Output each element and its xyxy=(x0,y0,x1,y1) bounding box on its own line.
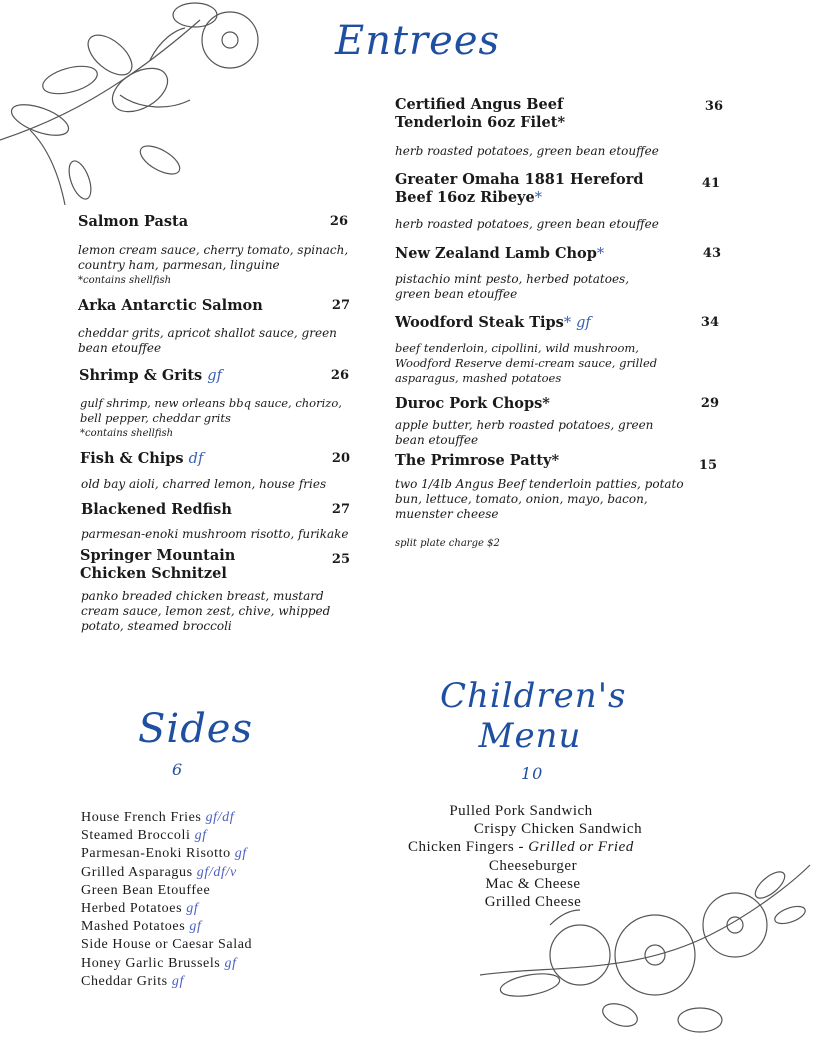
entree-description: herb roasted potatoes, green bean etouffee xyxy=(395,217,659,231)
entree-name: Arka Antarctic Salmon xyxy=(78,297,263,314)
list-item: Cheddar Grits gf xyxy=(81,973,184,989)
entree-name: Woodford Steak Tips xyxy=(395,314,564,331)
sides-title: Sides xyxy=(138,706,253,752)
list-item: Mac & Cheese xyxy=(485,875,581,892)
entree-item xyxy=(395,452,717,475)
entree-name: Salmon Pasta xyxy=(78,213,189,230)
entree-price: 15 xyxy=(698,458,717,473)
entree-description: gulf shrimp, new orleans bbq sauce, chorizo, bell pepper, cheddar grits xyxy=(80,396,342,425)
entree-name: Fish & Chips xyxy=(80,450,184,467)
entree-description: parmesan-enoki mushroom risotto, furikake xyxy=(81,527,349,541)
entree-item xyxy=(395,314,719,332)
entree-price: 27 xyxy=(331,502,350,517)
list-item: Parmesan-Enoki Risotto gf xyxy=(81,846,247,862)
entree-description: old bay aioli, charred lemon, house fries xyxy=(81,477,327,491)
dietary-tag: gf xyxy=(207,368,222,384)
list-item: House French Fries gf/df xyxy=(81,810,235,825)
childrens-menu-list xyxy=(408,802,658,911)
list-item: Steamed Broccoli gf xyxy=(81,828,207,844)
list-item: Mashed Potatoes gf xyxy=(81,919,202,935)
childrens-menu-price: 10 xyxy=(521,764,544,783)
sides-price: 6 xyxy=(172,760,184,779)
entree-price: 29 xyxy=(700,396,719,411)
entree-item xyxy=(81,501,350,519)
sides-list xyxy=(81,809,252,991)
entree-name: The Primrose Patty* xyxy=(395,452,560,469)
entree-item xyxy=(395,171,720,207)
entree-item xyxy=(395,395,719,413)
entree-item xyxy=(395,96,723,132)
entree-name: Greater Omaha 1881 Hereford Beef 16oz Ribeye xyxy=(395,171,644,206)
list-item: Herbed Potatoes gf xyxy=(81,901,199,917)
list-item: Side House or Caesar Salad xyxy=(81,937,253,953)
entree-price: 26 xyxy=(330,368,349,383)
entree-item xyxy=(78,297,350,315)
floral-illustration-top-left xyxy=(0,0,270,205)
entree-description: beef tenderloin, cipollini, wild mushroom, Woodford Reserve demi-cream sauce, grilled asparagus, mashed potatoes xyxy=(395,341,658,385)
childrens-menu-title: Children's Menu xyxy=(440,676,627,756)
list-item: Grilled Cheese xyxy=(484,894,582,911)
list-item: Crispy Chicken Sandwich xyxy=(473,821,643,838)
dietary-tag: df xyxy=(188,451,204,467)
entree-item xyxy=(395,245,721,263)
list-item: Green Bean Etouffee xyxy=(81,882,211,898)
list-item: Chicken Fingers - Grilled or Fried xyxy=(408,839,634,856)
entree-description: cheddar grits, apricot shallot sauce, green bean etouffee xyxy=(78,326,337,355)
entree-price: 43 xyxy=(702,246,721,261)
list-item: Cheeseburger xyxy=(488,857,578,874)
entree-note: *contains shellfish xyxy=(80,428,174,439)
entree-price: 25 xyxy=(331,552,350,567)
entree-name: Springer Mountain Chicken Schnitzel xyxy=(80,547,236,582)
entree-item xyxy=(79,367,349,385)
list-item: Honey Garlic Brussels gf xyxy=(81,955,237,971)
asterisk-mark: * xyxy=(563,315,572,331)
list-item: Grilled Asparagus gf/df/v xyxy=(81,864,237,880)
entree-description: two 1/4lb Angus Beef tenderloin patties, potato bun, lettuce, tomato, onion, mayo, bacon, muenster cheese xyxy=(395,477,684,521)
entree-description: herb roasted potatoes, green bean etouffee xyxy=(395,144,659,158)
entree-price: 27 xyxy=(331,298,350,313)
entree-description: lemon cream sauce, cherry tomato, spinach, country ham, parmesan, linguine xyxy=(78,243,349,272)
entree-name: Blackened Redfish xyxy=(81,501,232,518)
entree-price: 34 xyxy=(700,315,719,330)
split-plate-charge: split plate charge $2 xyxy=(395,538,500,549)
asterisk-mark: * xyxy=(596,246,605,262)
list-item: Pulled Pork Sandwich xyxy=(449,803,593,819)
entree-name: Shrimp & Grits xyxy=(79,367,203,384)
entree-description: pistachio mint pesto, herbed potatoes, green bean etouffee xyxy=(395,272,630,301)
entree-description: apple butter, herb roasted potatoes, green bean etouffee xyxy=(395,418,654,447)
entree-price: 36 xyxy=(704,99,723,114)
entree-price: 26 xyxy=(329,214,348,229)
dietary-tag: gf xyxy=(576,315,591,331)
entree-name: Duroc Pork Chops* xyxy=(395,395,550,412)
entrees-title: Entrees xyxy=(335,18,501,64)
entree-name: Certified Angus Beef Tenderloin 6oz Filet* xyxy=(395,96,566,131)
entree-price: 20 xyxy=(331,451,350,466)
entree-item xyxy=(80,450,350,468)
asterisk-mark: * xyxy=(534,190,542,206)
entree-item xyxy=(78,213,348,231)
entree-price: 41 xyxy=(701,176,720,191)
entree-item xyxy=(80,547,350,583)
entree-name: New Zealand Lamb Chop xyxy=(395,245,597,262)
entree-description: panko breaded chicken breast, mustard cream sauce, lemon zest, chive, whipped potato, steamed broccoli xyxy=(81,589,331,633)
entree-note: *contains shellfish xyxy=(78,275,172,286)
